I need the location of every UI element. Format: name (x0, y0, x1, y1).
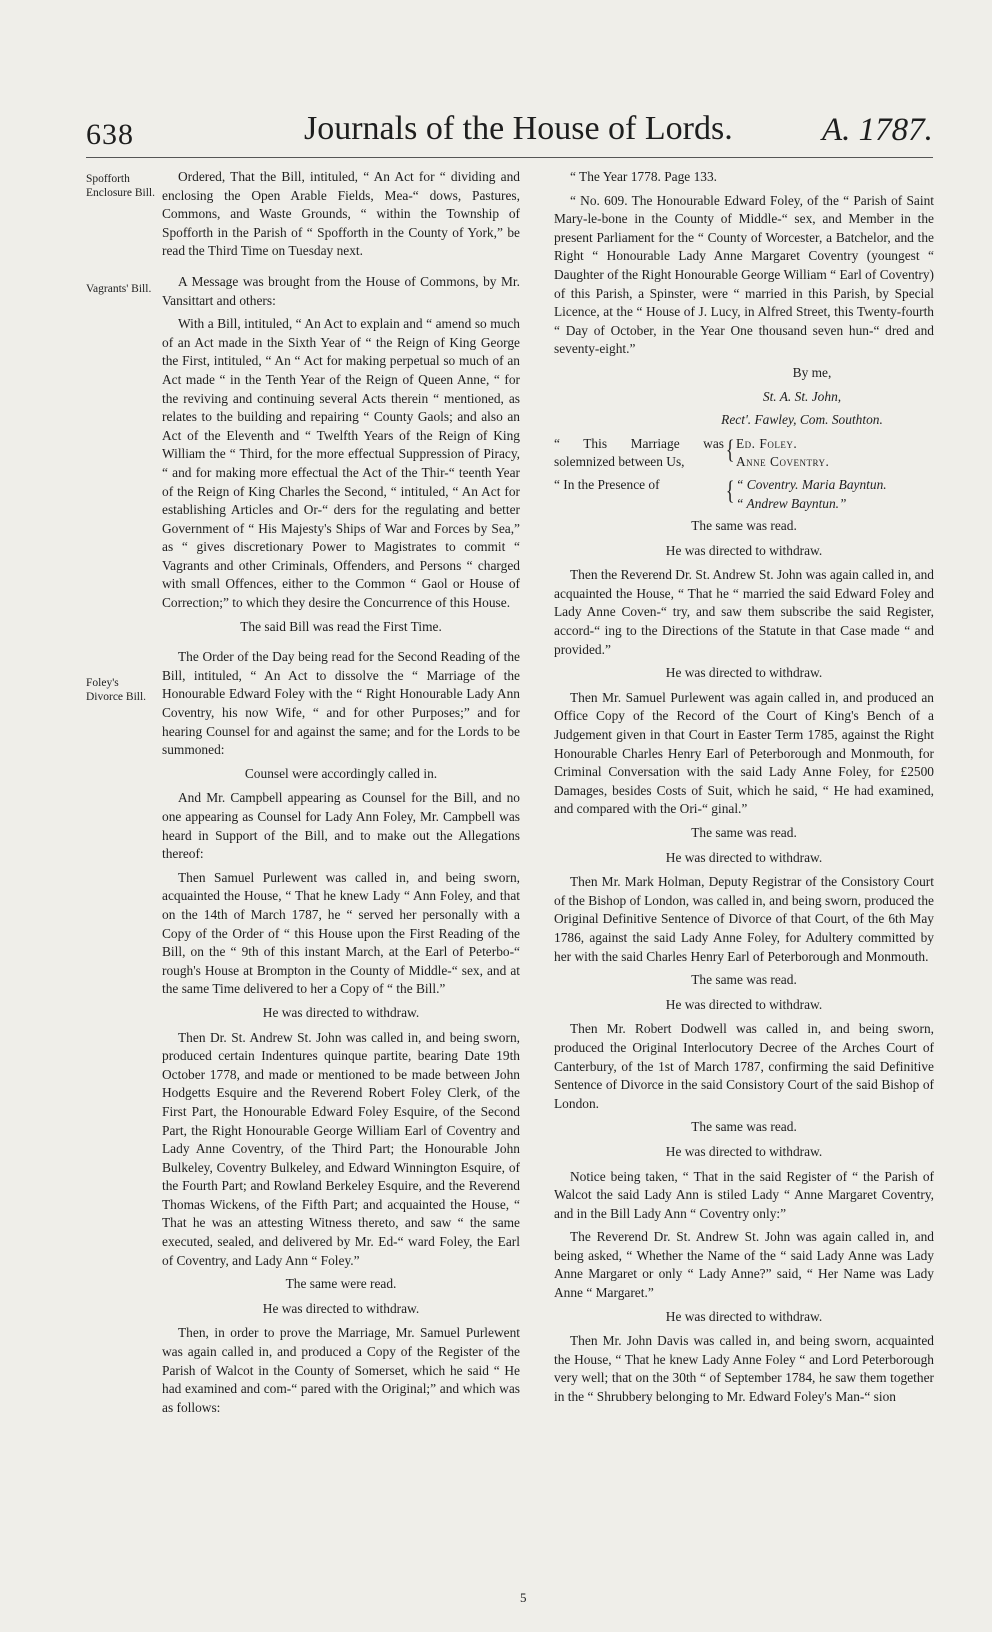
solemnized-name: Anne Coventry. (736, 454, 830, 470)
paragraph: He was directed to withdraw. (665, 1308, 823, 1324)
signature-title: Rect'. Fawley, Com. Southton. (721, 412, 883, 428)
solemnized-label: “ This Marriage was solemnized between Us, (554, 435, 724, 470)
paragraph: The same was read. (691, 972, 797, 988)
paragraph: He was directed to withdraw. (665, 665, 823, 681)
paragraph: He was directed to withdraw. (665, 996, 823, 1012)
paragraph: The same were read. (285, 1276, 397, 1292)
margin-note-vagrants: Vagrants' Bill. (86, 283, 152, 295)
page-title: Journals of the House of Lords. (304, 110, 733, 147)
page-year: A. 1787. (822, 112, 933, 148)
paragraph: He was directed to withdraw. (665, 542, 823, 558)
signature-mark: 5 (520, 1590, 527, 1605)
paragraph: He was directed to withdraw. (262, 1300, 420, 1316)
paragraph: Then the Reverend Dr. St. Andrew St. John was again called in, and acquainted the House, “ That he “ married the said Edward Foley and Lady Anne Coven-“ try, and saw them subscribe the said Register, accord-“ ing to the Directions of the Statute in that Case made “ and provided.” (554, 567, 934, 657)
paragraph: Then Mr. Robert Dodwell was called in, and being sworn, produced the Original Interlocutory Decree of the Arches Court of Canterbury, of the 1st of March 1787, confirming the said Definitive Sentence of Divorce in the said Consistory Court of the said Bishop of London. (554, 1021, 934, 1111)
paragraph: And Mr. Campbell appearing as Counsel for the Bill, and no one appearing as Counsel for Lady Ann Foley, Mr. Campbell was heard in Support of the Bill, and to make out the Allegations thereof: (162, 790, 520, 862)
paragraph: Then Samuel Purlewent was called in, and being sworn, acquainted the House, “ That he knew Lady “ Ann Foley, and that on the 14th of March 1787, he “ served her personally with a Copy of the Order of “ this House upon the First Reading of the Bill, on the “ 9th of this instant March, at the Earl of Peterbo-“ rough's House at Brompton in the County of Middle-“ sex, and at the same Time delivered to her a Copy of “ the Bill.” (162, 869, 520, 997)
paragraph: Then, in order to prove the Marriage, Mr. Samuel Purlewent was again called in, and produced a Copy of the Register of the Parish of Walcot in the County of Somerset, which he said “ He had examined and com-“ pared with the Original;” and which was as follows: (162, 1325, 520, 1415)
paragraph: The same was read. (691, 518, 797, 534)
paragraph: Counsel were accordingly called in. (244, 765, 438, 781)
witness-name: “ Coventry. Maria Bayntun. (736, 476, 887, 492)
witness-name: “ Andrew Bayntun.” (736, 495, 847, 511)
margin-note-spofforth: Spofforth Enclosure Bill. (86, 173, 155, 199)
solemnized-name: Ed. Foley. (736, 435, 798, 451)
header-rule (86, 157, 933, 158)
paragraph: The same was read. (691, 825, 797, 840)
paragraph: Then Dr. St. Andrew St. John was called in, and being sworn, produced certain Indentures quinque partite, bearing Date 19th October 1778, and made or mentioned to be made between John Hodgetts Esquire and the Reverend Robert Foley Clerk, of the First Part, the Honourable Edward Foley Esquire, of the Second Part, the Right Honourable George William Earl of Coventry and Lady Anne Coventry, of the Third Part; the Honourable John Bulkeley, Coventry Bulkeley, and Edward Winnington Esquire, of the Fourth Part; and Rowland Berkeley Esquire, and the Reverend Thomas Wickens, of the Fifth Part; and acquainted the House, “ That he was an attesting Witness thereto, and saw “ the same executed, sealed, and delivered by Mr. Ed-“ ward Foley, the Earl of Coventry, and Lady Ann “ Foley.” (162, 1029, 520, 1268)
paragraph: He was directed to withdraw. (262, 1004, 420, 1020)
paragraph: The same was read. (691, 1119, 797, 1135)
left-column (162, 168, 520, 1422)
right-column (554, 168, 934, 1412)
paragraph: The Reverend Dr. St. Andrew St. John was again called in, and being asked, “ Whether the Name of the “ said Lady Anne was Lady Anne Margaret or only “ Lady Anne?” said, “ Her Name was Lady Anne “ Margaret.” (554, 1229, 934, 1301)
paragraph: With a Bill, intituled, “ An Act to explain and “ amend so much of an Act made in the Sixth Year of “ the Reign of King George the First, intituled, “ An “ Act for making perpetual so much of an Act made “ in the Tenth Year of the Reign of Queen Anne, “ for the reviving and continuing several Acts therein “ mentioned, as relates to the building and repairing “ County Gaols; and also an Act of the Eleventh and “ Twelfth Years of the Reign of King William the “ Third, for the more effectual Suppression of Piracy, “ and for making more effectual the Act of the Thir-“ teenth Year of the Reign of King Charles the Second, “ intituled, “ An Act for establishing Articles and Or-“ ders for the regulating and better Government of “ His Majesty's Ships of War and Forces by Sea,” as “ gives discretionary Power to Magistrates to commit “ Vagrants and other Criminals, Offenders, and Persons “ charged with small Offences, either to the Common “ Gaol or House of Correction;” to which they desire the Concurrence of this House. (162, 316, 520, 611)
register-heading: “ The Year 1778. Page 133. (570, 169, 718, 184)
presence-label: “ In the Presence of (554, 476, 660, 492)
brace-icon: { (725, 434, 735, 464)
by-me: By me, (792, 364, 832, 380)
paragraph: Then Mr. Mark Holman, Deputy Registrar of the Consistory Court of the Bishop of London, was called in, and being sworn, produced the Original Definitive Sentence of Divorce of that Court, of the 6th May 1786, against the said Lady Anne Foley, for Adultery committed by her with the said Charles Henry Earl of Peterborough and Monmouth. (554, 874, 934, 964)
signature-name: St. A. St. John, (762, 388, 842, 404)
paragraph: He was directed to withdraw. (665, 849, 823, 865)
presence-block (554, 476, 934, 513)
solemnized-block (554, 435, 934, 472)
paragraph: Ordered, That the Bill, intituled, “ An Act for “ dividing and enclosing the Open Arable Fields, Mea-“ dows, Pastures, Commons, and Waste Grounds, “ within the Township of Spofforth in the Parish of “ Spofforth in the County of York,” be read the Third Time on Tuesday next. (162, 169, 520, 259)
page-number: 638 (86, 118, 134, 151)
paragraph: The Order of the Day being read for the Second Reading of the Bill, intituled, “ An Act to dissolve the “ Marriage of the Honourable Edward Foley with the “ Right Honourable Lady Ann Coventry, his now Wife, “ and for other Purposes;” and for hearing Counsel for and against the same; and for the Lords to be summoned: (162, 649, 520, 758)
paragraph: A Message was brought from the House of Commons, by Mr. Vansittart and others: (162, 273, 520, 308)
paragraph: Then Mr. Samuel Purlewent was again called in, and produced an Office Copy of the Record of the Court of King's Bench of a Judgement given in that Court in Easter Term 1785, against the Right Honourable Charles Henry Earl of Peterborough and Monmouth, for Criminal Conversation with the said Lady Anne Foley, for £2500 Damages, besides Costs of Suit, which he said, “ He had examined, and compared with the Ori-“ ginal.” (554, 689, 934, 817)
paragraph: The said Bill was read the First Time. (240, 618, 442, 634)
paragraph: Then Mr. John Davis was called in, and being sworn, acquainted the House, “ That he knew Lady Anne Foley “ and Lord Peterborough very well; that on the 30th “ of September 1784, he saw them together in the “ Shrubbery belonging to Mr. Edward Foley's Man-“ sion (554, 1333, 934, 1405)
brace-icon: { (725, 475, 735, 505)
margin-note-foley: Foley's Divorce Bill. (86, 677, 147, 703)
paragraph: He was directed to withdraw. (665, 1143, 823, 1159)
paragraph: Notice being taken, “ That in the said Register of “ the Parish of Walcot the said Lady Ann is stiled Lady “ Anne Margaret Coventry, and in the Bill Lady Ann “ Coventry only:” (554, 1168, 934, 1221)
register-entry: “ No. 609. The Honourable Edward Foley, of the “ Parish of Saint Mary-le-bone in the County of Middle-“ sex, and Member in the present Parliament for the “ County of Worcester, a Batchelor, and the Right “ Honourable Lady Anne Margaret Coventry (youngest “ Daughter of the Right Honourable George William “ Earl of Coventry) of this Parish, a Spinster, were “ married in this Parish, by Special Licence, at the “ House of J. Lucy, in Alfred Street, this Twenty-fourth “ Day of October, in the Year One thousand seven hun-“ dred and seventy-eight.” (554, 192, 934, 357)
